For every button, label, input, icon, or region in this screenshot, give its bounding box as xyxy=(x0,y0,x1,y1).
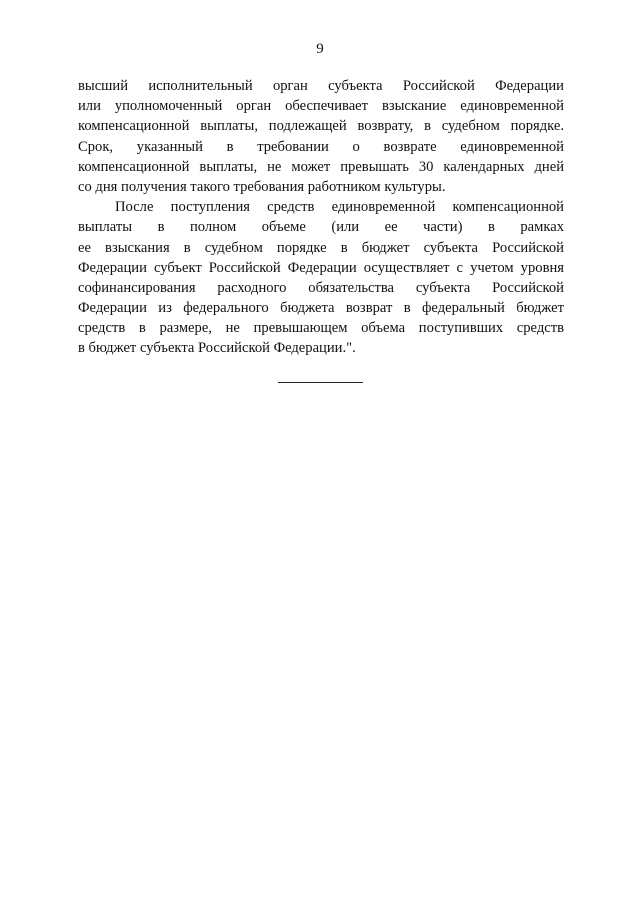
text-line: Федерации из федерального бюджета возврат в федеральный бюджет xyxy=(78,300,564,317)
paragraph-2 xyxy=(78,197,564,359)
text-line: Срок, указанный в требовании о возврате единовременной xyxy=(78,138,564,155)
text-line: или уполномоченный орган обеспечивает взыскание единовременной xyxy=(78,98,564,115)
page-number: 9 xyxy=(316,41,324,57)
text-line: компенсационной выплаты, подлежащей возврату, в судебном порядке. xyxy=(78,118,564,135)
text-line: ее взыскания в судебном порядке в бюджет субъекта Российской xyxy=(78,239,564,256)
text-line: Федерации субъект Российской Федерации осуществляет с учетом уровня xyxy=(78,259,564,276)
document-body xyxy=(78,76,564,359)
text-line: в бюджет субъекта Российской Федерации.". xyxy=(78,340,356,357)
text-line: компенсационной выплаты, не может превышать 30 календарных дней xyxy=(78,158,564,175)
end-separator-line xyxy=(278,382,363,383)
paragraph-1 xyxy=(78,76,564,197)
text-line: средств в размере, не превышающем объема поступивших средств xyxy=(78,320,564,337)
text-line: выплаты в полном объеме (или ее части) в рамках xyxy=(78,219,564,236)
text-line: софинансирования расходного обязательства субъекта Российской xyxy=(78,279,564,296)
text-line: со дня получения такого требования работником культуры. xyxy=(78,178,446,195)
text-line: После поступления средств единовременной компенсационной xyxy=(115,199,564,216)
text-line: высший исполнительный орган субъекта Российской Федерации xyxy=(78,78,564,94)
